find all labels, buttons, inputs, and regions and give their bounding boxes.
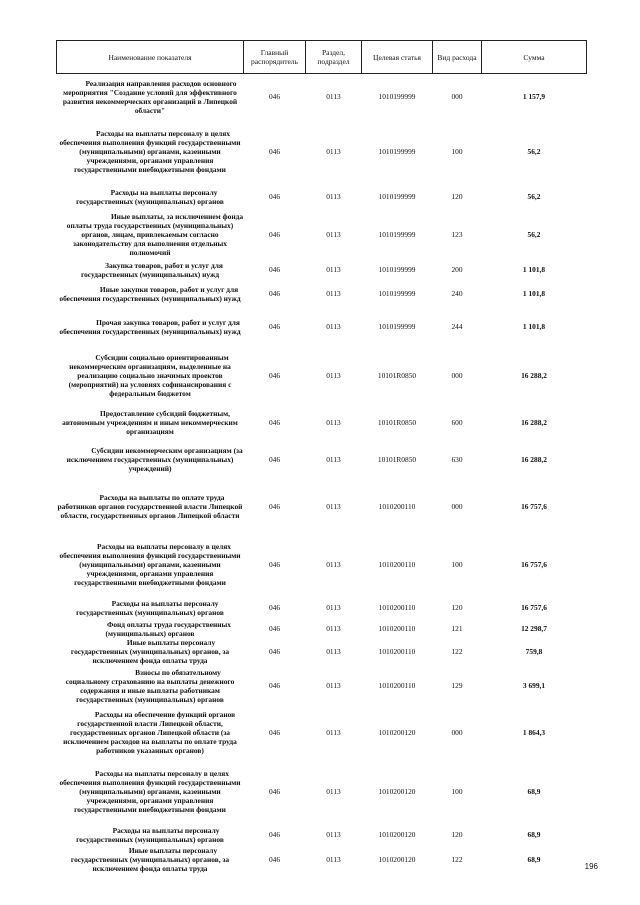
cell-expense: 122 — [451, 854, 463, 864]
indicator-name-text: Расходы на выплаты персоналу в целях обеспечения выполнения функций государственными (муниципальными) органами, казенными учреждениями, органами управления государственными внебюджетными фондами — [59, 129, 241, 174]
cell-sum: 16 757,6 — [521, 502, 547, 511]
cell-admin: 046 — [268, 147, 281, 156]
cell-target: 1010200110 — [378, 560, 416, 569]
cell-section: 0113 — [326, 603, 341, 612]
cell-sum: 16 757,6 — [521, 560, 547, 569]
cell-indicator-name — [57, 596, 244, 620]
table-row — [57, 620, 587, 638]
cell-sum: 68,9 — [527, 830, 541, 839]
cell-indicator-name — [57, 120, 244, 184]
cell-expense: 123 — [451, 230, 463, 239]
cell-indicator-name — [57, 760, 244, 824]
cell-sum: 56,2 — [527, 147, 541, 156]
cell-indicator-name — [57, 824, 244, 846]
table-row — [57, 480, 587, 534]
cell-admin: 046 — [268, 92, 281, 102]
indicator-name-text: Прочая закупка товаров, работ и услуг для обеспечения государственных (муниципальных) нужд — [59, 317, 241, 336]
cell-expense: 120 — [451, 603, 463, 612]
cell-section: 0113 — [326, 265, 341, 274]
cell-sum: 16 288,2 — [521, 455, 547, 464]
indicator-name-text: Закупка товаров, работ и услуг для государственных (муниципальных) нужд — [80, 260, 223, 279]
cell-admin: 046 — [268, 830, 281, 839]
table-row — [57, 346, 587, 406]
cell-admin: 046 — [268, 502, 281, 511]
cell-indicator-name — [57, 280, 244, 308]
cell-sum: 1 864,3 — [522, 728, 546, 737]
indicator-name-text: Расходы на выплаты персоналу государственных (муниципальных) органов — [76, 825, 224, 844]
table-row — [57, 406, 587, 440]
cell-expense: 100 — [451, 787, 463, 796]
cell-admin: 046 — [268, 854, 281, 864]
indicator-name-text: Расходы на обеспечение функций органов государственной власти Липецкой области, государственных органов Липецкой области (за исключением расходов на выплаты по оплате труда работников указанных органов) — [63, 710, 237, 755]
cell-sum: 1 101,8 — [522, 289, 546, 298]
cell-admin: 046 — [268, 624, 281, 633]
cell-sum: 1 101,8 — [522, 322, 546, 331]
table-row — [57, 280, 587, 308]
indicator-name-text: Субсидии некоммерческим организациям (за исключением государственных (муниципальных) учреждений) — [66, 446, 243, 473]
indicator-name-text: Иные выплаты персоналу государственных (муниципальных) органов, за исключением фонда оплаты труда — [70, 638, 230, 665]
cell-indicator-name — [57, 620, 244, 638]
indicator-name-text: Взносы по обязательному социальному страхованию на выплаты денежного содержания и иные выплаты работникам государственных (муниципальных) органов — [65, 667, 235, 704]
cell-indicator-name — [57, 346, 244, 406]
table-header — [57, 41, 587, 74]
table-row — [57, 534, 587, 596]
indicator-name-text: Расходы на выплаты персоналу государственных (муниципальных) органов — [76, 187, 224, 206]
table-row — [57, 596, 587, 620]
table-row — [57, 120, 587, 184]
cell-indicator-name — [57, 706, 244, 760]
cell-target: 1010200110 — [378, 681, 416, 690]
cell-indicator-name — [57, 184, 244, 210]
cell-target: 1010200110 — [378, 624, 416, 633]
table-row — [57, 846, 587, 873]
indicator-name-text: Расходы на выплаты по оплате труда работников органов государственной власти Липецкой области, государственных органов Липецкой области — [57, 493, 243, 520]
cell-sum: 1 157,9 — [522, 92, 546, 102]
table-row — [57, 210, 587, 260]
cell-section: 0113 — [326, 418, 341, 427]
budget-table — [56, 40, 587, 873]
table-row — [57, 308, 587, 346]
table-row — [57, 666, 587, 706]
table-row — [57, 824, 587, 846]
cell-admin: 046 — [268, 322, 281, 331]
cell-target: 1010200110 — [378, 647, 416, 656]
cell-section: 0113 — [326, 455, 341, 464]
cell-admin: 046 — [268, 455, 281, 464]
cell-admin: 046 — [268, 265, 281, 274]
cell-indicator-name — [57, 74, 244, 120]
indicator-name-text: Реализация направления расходов основного мероприятия "Создание условий для эффективного развития некоммерческих организаций в Липецкой области" — [62, 78, 238, 115]
cell-admin: 046 — [268, 728, 281, 737]
table-row — [57, 760, 587, 824]
cell-expense: 120 — [451, 830, 463, 839]
cell-expense: 200 — [451, 265, 463, 274]
table-row — [57, 74, 587, 120]
cell-target: 1010199999 — [378, 289, 416, 298]
cell-admin: 046 — [268, 681, 281, 690]
cell-admin: 046 — [268, 192, 281, 201]
cell-sum: 68,9 — [527, 854, 541, 864]
cell-indicator-name — [57, 406, 244, 440]
cell-indicator-name — [57, 260, 244, 280]
cell-indicator-name — [57, 440, 244, 480]
cell-indicator-name — [57, 846, 244, 873]
cell-target: 1010199999 — [378, 322, 416, 331]
indicator-name-text: Субсидии социально ориентированным некоммерческим организациям, выделенные на реализацию социально значимых проектов (мероприятий) на условиях софинансирования с федеральным бюджетом — [68, 353, 232, 398]
cell-expense: 600 — [451, 418, 463, 427]
cell-target: 1010199999 — [378, 192, 416, 201]
cell-expense: 000 — [451, 728, 463, 737]
cell-target: 1010200120 — [378, 787, 416, 796]
cell-section: 0113 — [326, 192, 341, 201]
table-row — [57, 638, 587, 666]
cell-expense: 000 — [451, 92, 463, 102]
page-number: 196 — [584, 862, 598, 871]
cell-target: 1010200120 — [378, 728, 416, 737]
cell-indicator-name — [57, 480, 244, 534]
cell-admin: 046 — [268, 371, 281, 380]
cell-section: 0113 — [326, 647, 341, 656]
cell-sum: 16 288,2 — [521, 418, 547, 427]
cell-target: 1010200120 — [378, 854, 416, 864]
cell-target: 1010200120 — [378, 830, 416, 839]
indicator-name-text: Иные закупки товаров, работ и услуг для обеспечения государственных (муниципальных) нужд — [59, 284, 241, 303]
cell-indicator-name — [57, 534, 244, 596]
cell-sum: 3 699,1 — [522, 681, 546, 690]
column-header-section: Раздел, подраздел — [306, 41, 362, 74]
cell-expense: 244 — [451, 322, 463, 331]
cell-sum: 759,8 — [525, 647, 543, 656]
cell-section: 0113 — [326, 624, 341, 633]
cell-expense: 630 — [451, 455, 463, 464]
cell-expense: 121 — [451, 624, 463, 633]
table-row — [57, 184, 587, 210]
cell-target: 1010200110 — [378, 502, 416, 511]
cell-expense: 240 — [451, 289, 463, 298]
indicator-name-text: Расходы на выплаты персоналу в целях обеспечения выполнения функций государственными (муниципальными) органами, казенными учреждениями, органами управления государственными внебюджетными фондами — [59, 542, 241, 587]
cell-target: 10101R0850 — [377, 418, 417, 427]
cell-target: 1010199999 — [378, 147, 416, 156]
cell-admin: 046 — [268, 787, 281, 796]
cell-indicator-name — [57, 666, 244, 706]
cell-section: 0113 — [326, 854, 341, 864]
cell-target: 1010199999 — [378, 92, 416, 102]
cell-expense: 122 — [451, 647, 463, 656]
cell-section: 0113 — [326, 92, 341, 102]
indicator-name-text: Иные выплаты персоналу государственных (муниципальных) органов, за исключением фонда оплаты труда — [70, 845, 230, 873]
cell-sum: 1 101,8 — [522, 265, 546, 274]
table-row — [57, 260, 587, 280]
cell-admin: 046 — [268, 230, 281, 239]
cell-expense: 000 — [451, 371, 463, 380]
indicator-name-text: Расходы на выплаты персоналу государственных (муниципальных) органов — [76, 598, 224, 617]
cell-admin: 046 — [268, 647, 281, 656]
table-body — [57, 74, 587, 873]
indicator-name-text: Фонд оплаты труда государственных (муниципальных) органов — [105, 619, 231, 638]
column-header-expense: Вид расхода — [433, 41, 482, 74]
cell-target: 10101R0850 — [377, 371, 417, 380]
column-header-sum: Сумма — [482, 41, 587, 74]
indicator-name-text: Предоставление субсидий бюджетным, автономным учреждениям и иным некоммерческим организациям — [62, 409, 238, 436]
cell-expense: 100 — [451, 147, 463, 156]
cell-sum: 68,9 — [527, 787, 541, 796]
table-row — [57, 440, 587, 480]
cell-section: 0113 — [326, 560, 341, 569]
cell-indicator-name — [57, 210, 244, 260]
cell-section: 0113 — [326, 787, 341, 796]
cell-admin: 046 — [268, 418, 281, 427]
cell-section: 0113 — [326, 371, 341, 380]
cell-expense: 129 — [451, 681, 463, 690]
indicator-name-text: Расходы на выплаты персоналу в целях обеспечения выполнения функций государственными (муниципальными) органами, казенными учреждениями, органами управления государственными внебюджетными фондами — [59, 769, 241, 814]
column-header-target: Целевая статья — [362, 41, 433, 74]
cell-admin: 046 — [268, 603, 281, 612]
cell-sum: 56,2 — [527, 192, 541, 201]
column-header-admin: Главный распорядитель — [244, 41, 306, 74]
table-row — [57, 706, 587, 760]
cell-indicator-name — [57, 308, 244, 346]
cell-section: 0113 — [326, 322, 341, 331]
column-header-name: Наименование показателя — [57, 41, 244, 74]
cell-section: 0113 — [326, 502, 341, 511]
cell-target: 1010199999 — [378, 230, 416, 239]
cell-sum: 56,2 — [527, 230, 541, 239]
cell-sum: 16 757,6 — [521, 603, 547, 612]
cell-section: 0113 — [326, 147, 341, 156]
cell-expense: 100 — [451, 560, 463, 569]
cell-target: 10101R0850 — [377, 455, 417, 464]
cell-sum: 16 288,2 — [521, 371, 547, 380]
cell-section: 0113 — [326, 830, 341, 839]
cell-admin: 046 — [268, 560, 281, 569]
cell-target: 1010199999 — [378, 265, 416, 274]
cell-target: 1010200110 — [378, 603, 416, 612]
cell-section: 0113 — [326, 230, 341, 239]
cell-section: 0113 — [326, 681, 341, 690]
cell-section: 0113 — [326, 289, 341, 298]
cell-expense: 120 — [451, 192, 463, 201]
cell-section: 0113 — [326, 728, 341, 737]
cell-admin: 046 — [268, 289, 281, 298]
cell-sum: 12 298,7 — [521, 624, 547, 633]
cell-expense: 000 — [451, 502, 463, 511]
cell-indicator-name — [57, 638, 244, 666]
indicator-name-text: Иные выплаты, за исключением фонда оплаты труда государственных (муниципальных) органов, лицам, привлекаемым согласно законодательству для выполнения отдельных полномочий — [66, 212, 244, 257]
